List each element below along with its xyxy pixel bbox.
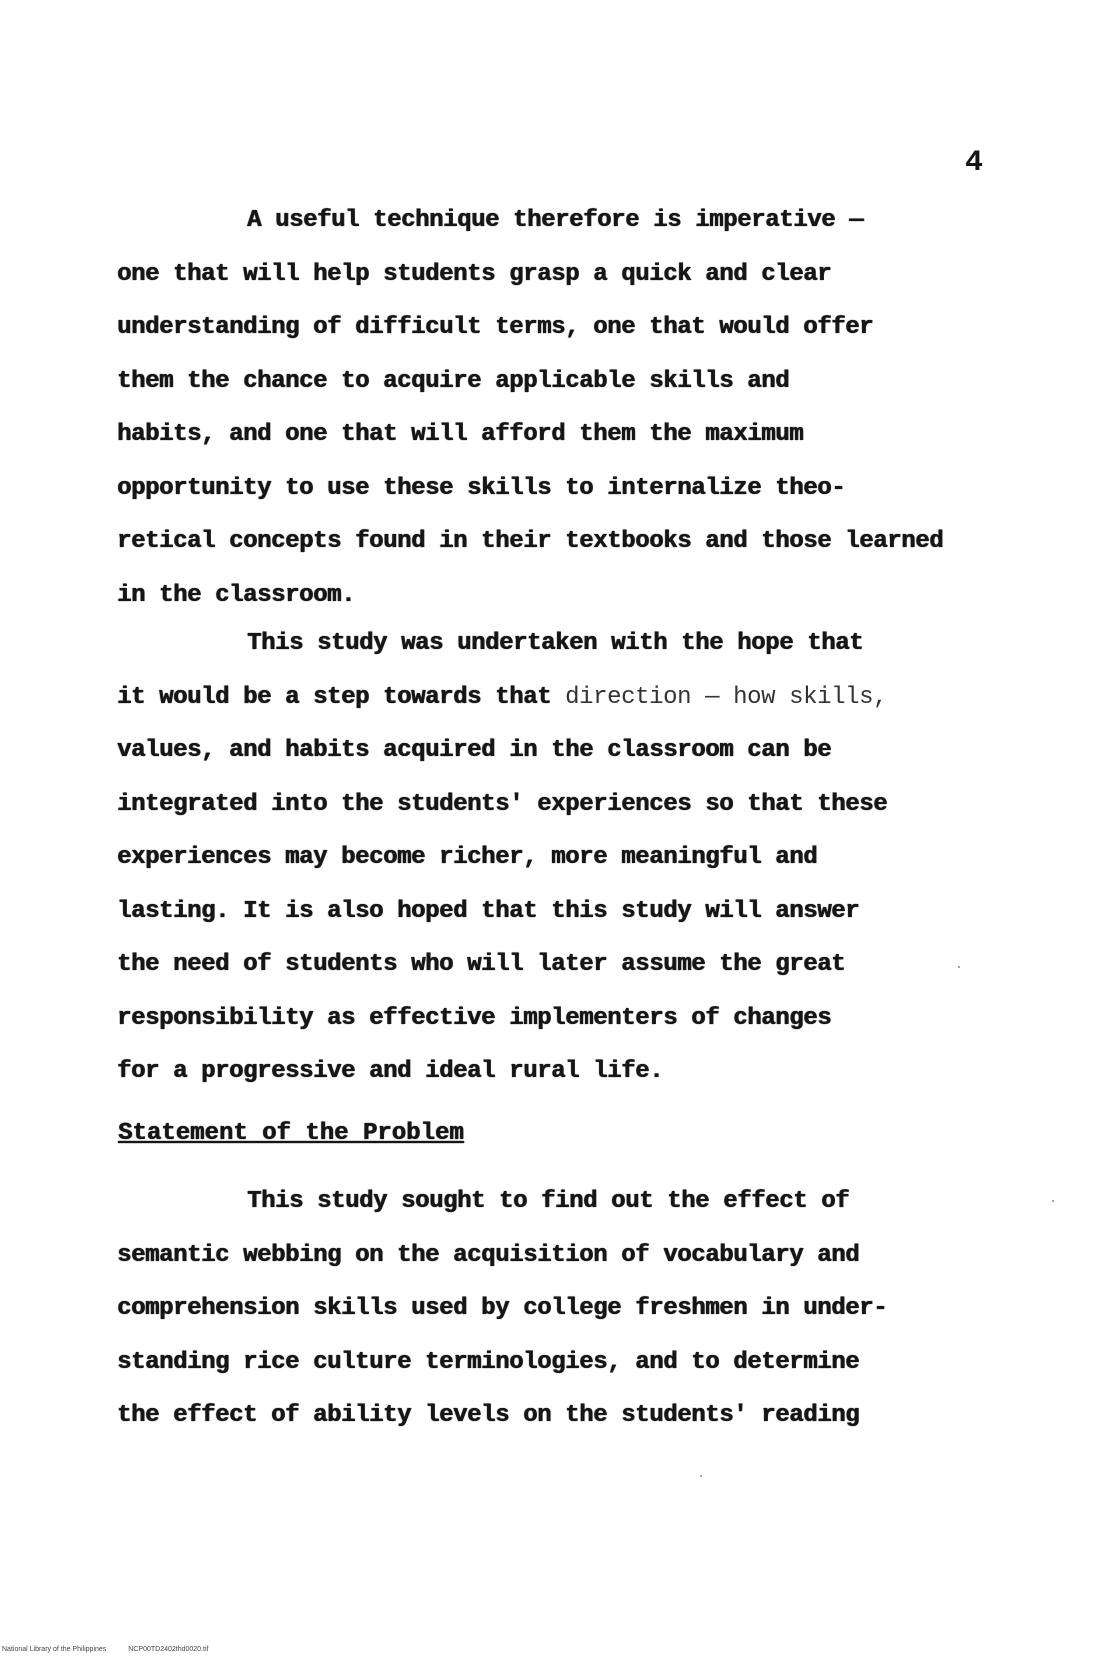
page-number: 4: [965, 146, 984, 180]
footer-file: NCP00TD2402thd0020.tif: [128, 1646, 209, 1653]
text-line: lasting. It is also hoped that this study will answer: [117, 897, 860, 925]
text-line-mixed: [117, 671, 1067, 725]
scan-speck: [1052, 1200, 1054, 1202]
text-line: them the chance to acquire applicable skills and: [117, 367, 790, 395]
text-line: comprehension skills used by college freshmen in under-: [117, 1295, 888, 1322]
text-line: semantic webbing on the acquisition of vocabulary and: [117, 1241, 860, 1269]
text-line: standing rice culture terminologies, and to determine: [117, 1348, 860, 1376]
text-line: This study was undertaken with the hope that: [247, 630, 864, 657]
text-line: the effect of ability levels on the students' reading: [117, 1402, 860, 1429]
text-line: values, and habits acquired in the classroom can be: [117, 737, 832, 764]
text-line: responsibility as effective implementers of changes: [117, 1004, 832, 1032]
text-line-end: direction — how skills,: [565, 683, 888, 711]
text-line: in the classroom.: [117, 581, 356, 609]
text-line: opportunity to use these skills to internalize theo-: [117, 474, 846, 502]
text-line-start: it would be a step towards that: [117, 683, 552, 711]
text-line: integrated into the students' experiences so that these: [117, 790, 888, 818]
paragraph-purpose: [117, 617, 1067, 1099]
scan-speck: [958, 966, 960, 968]
text-line: understanding of difficult terms, one that would offer: [117, 314, 874, 341]
paragraph-intro: [117, 194, 1067, 622]
text-line: This study sought to find out the effect of: [247, 1188, 850, 1215]
paragraph-problem: [117, 1175, 1067, 1443]
scan-footer: [2, 1646, 230, 1653]
text-line: retical concepts found in their textbooks and those learned: [117, 528, 944, 555]
text-line: for a progressive and ideal rural life.: [117, 1058, 664, 1085]
text-line: habits, and one that will afford them the maximum: [117, 421, 804, 448]
text-line: A useful technique therefore is imperative —: [247, 207, 864, 234]
text-line: the need of students who will later assume the great: [117, 951, 846, 978]
text-line: experiences may become richer, more meaningful and: [117, 844, 818, 871]
footer-library: National Library of the Philippines: [2, 1646, 107, 1653]
section-heading: Statement of the Problem: [118, 1120, 464, 1147]
scan-speck: [700, 1475, 702, 1477]
text-line: one that will help students grasp a quick and clear: [117, 260, 832, 288]
